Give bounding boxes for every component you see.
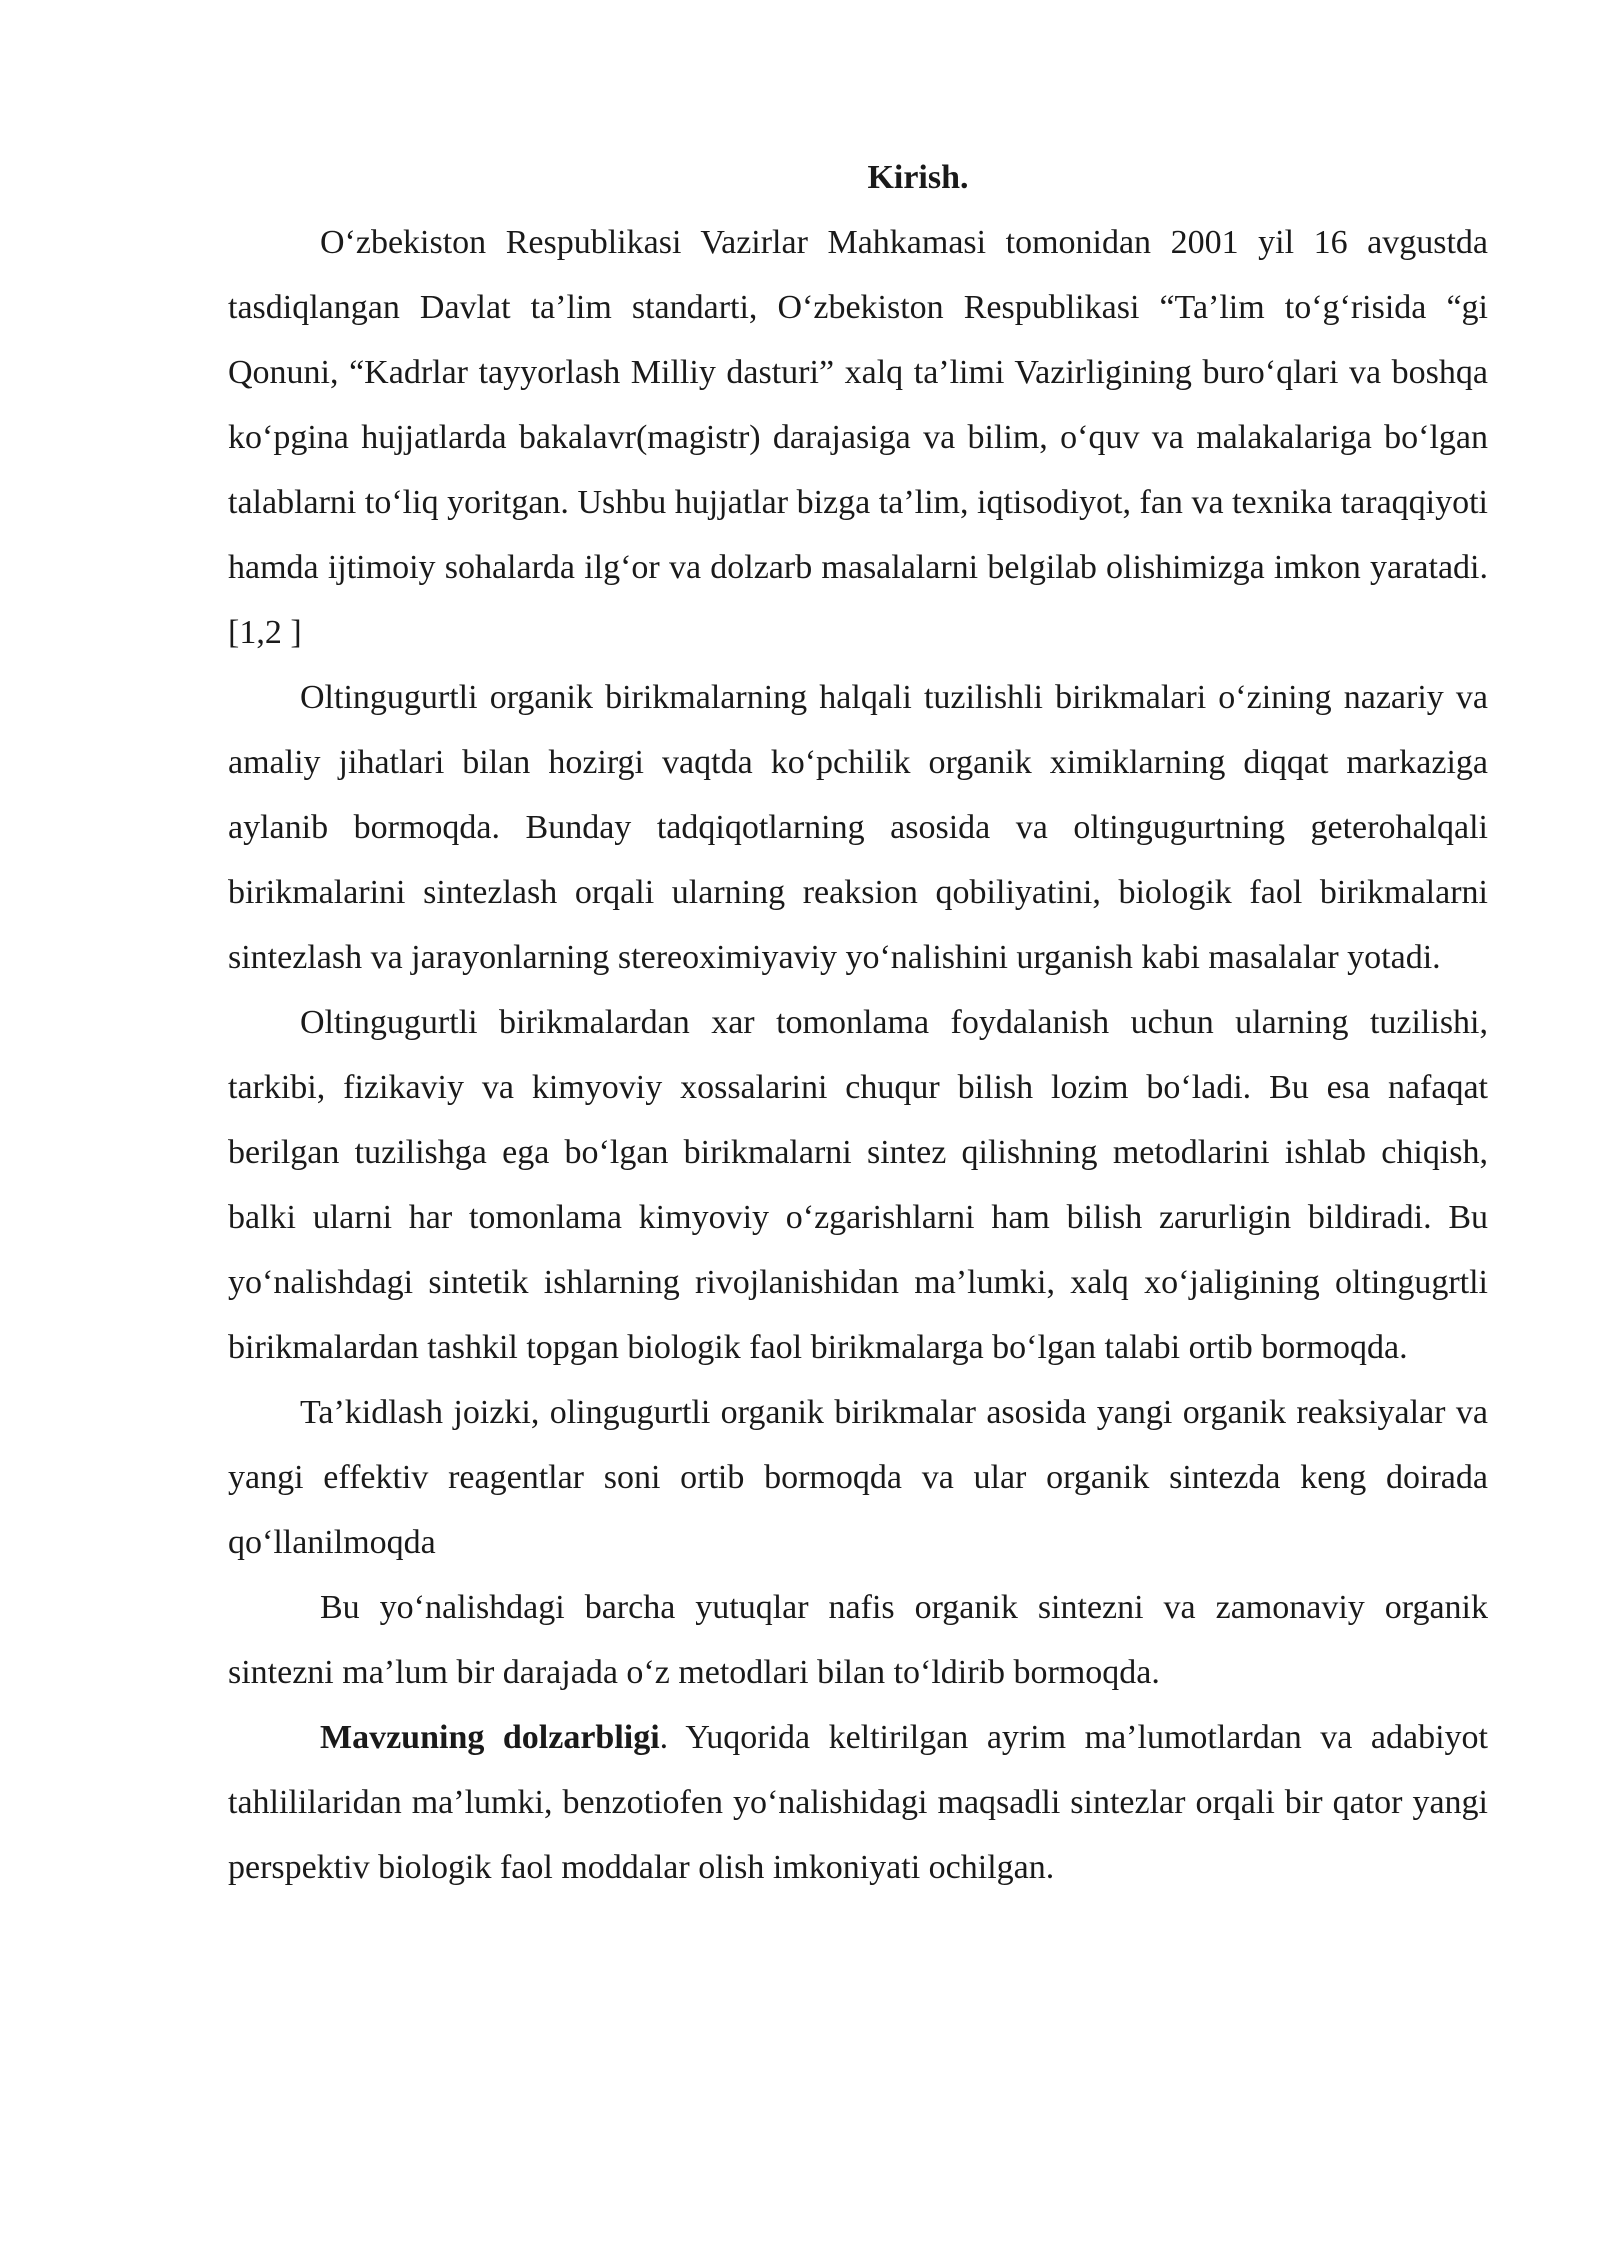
paragraph-relevance (228, 1705, 1488, 1900)
document-page (228, 145, 1488, 1900)
relevance-heading: Mavzuning dolzarbligi (320, 1719, 660, 1756)
paragraph-intro: O‘zbekiston Respublikasi Vazirlar Mahkamasi tomonidan 2001 yil 16 avgustda tasdiqlangan Davlat ta’lim standarti, O‘zbekiston Respublikasi “Ta’lim to‘g‘risida “gi Qonuni, “Kadrlar tayyorlash Milliy dasturi” xalq ta’limi Vazirligining buro‘qlari va boshqa ko‘pgina hujjatlarda bakalavr(magistr) darajasiga va bilim, o‘quv va malakalariga bo‘lgan talablarni to‘liq yoritgan. Ushbu hujjatlar bizga ta’lim, iqtisodiyot, fan va texnika taraqqiyoti hamda ijtimoiy sohalarda ilg‘or va dolzarb masalalarni belgilab olishimizga imkon yaratadi.[1,2 ] (228, 224, 1488, 651)
paragraph-new-reactions: Ta’kidlash joizki, olingugurtli organik birikmalar asosida yangi organik reaksiyalar va yangi effektiv reagentlar soni ortib bormoqda va ular organik sintezda keng doirada qo‘llanilmoqda (228, 1394, 1488, 1561)
relevance-text: . Yuqorida keltirilgan ayrim ma’lumotlardan va adabiyot tahlililaridan ma’lumki, benzotiofen yo‘nalishidagi maqsadli sintezlar orqali bir qator yangi perspektiv biologik faol moddalar olish imkoniyati ochilgan. (228, 1719, 1488, 1886)
paragraph-achievements: Bu yo‘nalishdagi barcha yutuqlar nafis organik sintezni va zamonaviy organik sintezni ma’lum bir darajada o‘z metodlari bilan to‘ldirib bormoqda. (228, 1589, 1488, 1691)
paragraph-sulfur-usage: Oltingugurtli birikmalardan xar tomonlama foydalanish uchun ularning tuzilishi, tarkibi, fizikaviy va kimyoviy xossalarini chuqur bilish lozim bo‘ladi. Bu esa nafaqat berilgan tuzilishga ega bo‘lgan birikmalarni sintez qilishning metodlarini ishlab chiqish, balki ularni har tomonlama kimyoviy o‘zgarishlarni ham bilish zarurligin bildiradi. Bu yo‘nalishdagi sintetik ishlarning rivojlanishidan ma’lumki, xalq xo‘jaligining oltingugrtli birikmalardan tashkil topgan biologik faol birikmalarga bo‘lgan talabi ortib bormoqda. (228, 1004, 1488, 1366)
document-title: Kirish. (867, 159, 969, 196)
paragraph-sulfur-compounds: Oltingugurtli organik birikmalarning halqali tuzilishli birikmalari o‘zining nazariy va amaliy jihatlari bilan hozirgi vaqtda ko‘pchilik organik ximiklarning diqqat markaziga aylanib bormoqda. Bunday tadqiqotlarning asosida va oltingugurtning geterohalqali birikmalarini sintezlash orqali ularning reaksion qobiliyatini, biologik faol birikmalarni sintezlash va jarayonlarning stereoximiyaviy yo‘nalishini urganish kabi masalalar yotadi. (228, 679, 1488, 976)
